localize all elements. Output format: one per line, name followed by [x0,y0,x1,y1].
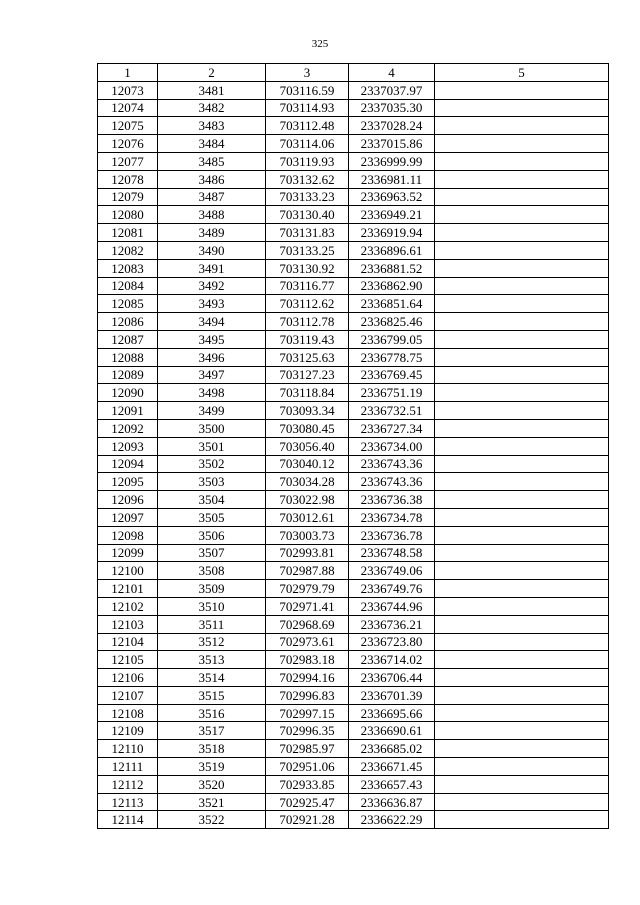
x-coordinate-cell: 703093.34 [266,402,349,420]
y-coordinate-cell: 2336671.45 [349,758,435,776]
note-cell [435,775,609,793]
x-coordinate-cell: 702996.83 [266,686,349,704]
point-number-cell: 3487 [158,188,266,206]
point-number-cell: 3491 [158,259,266,277]
y-coordinate-cell: 2337037.97 [349,81,435,99]
note-cell [435,544,609,562]
x-coordinate-cell: 702971.41 [266,597,349,615]
point-number-cell: 3504 [158,491,266,509]
point-number-cell: 3511 [158,615,266,633]
point-number-cell: 3489 [158,224,266,242]
point-number-cell: 3514 [158,669,266,687]
y-coordinate-cell: 2336862.90 [349,277,435,295]
row-number-cell: 12090 [98,384,158,402]
x-coordinate-cell: 703112.78 [266,313,349,331]
coordinates-table [97,63,609,829]
note-cell [435,597,609,615]
row-number-cell: 12081 [98,224,158,242]
y-coordinate-cell: 2336919.94 [349,224,435,242]
point-number-cell: 3509 [158,580,266,598]
table-row [98,135,609,153]
y-coordinate-cell: 2336749.06 [349,562,435,580]
x-coordinate-cell: 703127.23 [266,366,349,384]
x-coordinate-cell: 703125.63 [266,348,349,366]
x-coordinate-cell: 702997.15 [266,704,349,722]
x-coordinate-cell: 703133.25 [266,241,349,259]
y-coordinate-cell: 2336748.58 [349,544,435,562]
y-coordinate-cell: 2336736.38 [349,491,435,509]
note-cell [435,366,609,384]
y-coordinate-cell: 2336695.66 [349,704,435,722]
row-number-cell: 12095 [98,473,158,491]
y-coordinate-cell: 2336743.36 [349,455,435,473]
note-cell [435,277,609,295]
table-row [98,704,609,722]
table-row [98,117,609,135]
x-coordinate-cell: 703130.92 [266,259,349,277]
row-number-cell: 12078 [98,170,158,188]
row-number-cell: 12094 [98,455,158,473]
point-number-cell: 3507 [158,544,266,562]
note-cell [435,651,609,669]
note-cell [435,81,609,99]
table-row [98,722,609,740]
note-cell [435,473,609,491]
y-coordinate-cell: 2336622.29 [349,811,435,829]
y-coordinate-cell: 2336714.02 [349,651,435,669]
table-row [98,224,609,242]
y-coordinate-cell: 2336723.80 [349,633,435,651]
y-coordinate-cell: 2336727.34 [349,419,435,437]
table-row [98,419,609,437]
x-coordinate-cell: 703056.40 [266,437,349,455]
table-row [98,384,609,402]
x-coordinate-cell: 702973.61 [266,633,349,651]
note-cell [435,206,609,224]
y-coordinate-cell: 2336690.61 [349,722,435,740]
point-number-cell: 3518 [158,740,266,758]
table-body [98,81,609,828]
table-row [98,366,609,384]
x-coordinate-cell: 703112.62 [266,295,349,313]
y-coordinate-cell: 2337035.30 [349,99,435,117]
x-coordinate-cell: 703116.77 [266,277,349,295]
y-coordinate-cell: 2336701.39 [349,686,435,704]
note-cell [435,437,609,455]
y-coordinate-cell: 2337028.24 [349,117,435,135]
point-number-cell: 3483 [158,117,266,135]
x-coordinate-cell: 703119.93 [266,152,349,170]
note-cell [435,419,609,437]
y-coordinate-cell: 2336799.05 [349,330,435,348]
note-cell [435,508,609,526]
table-row [98,277,609,295]
y-coordinate-cell: 2336999.99 [349,152,435,170]
table-row [98,597,609,615]
row-number-cell: 12103 [98,615,158,633]
table-row [98,775,609,793]
table-row [98,686,609,704]
x-coordinate-cell: 702993.81 [266,544,349,562]
y-coordinate-cell: 2336636.87 [349,793,435,811]
table-row [98,259,609,277]
table-row [98,669,609,687]
note-cell [435,117,609,135]
table-row [98,188,609,206]
x-coordinate-cell: 703118.84 [266,384,349,402]
row-number-cell: 12098 [98,526,158,544]
row-number-cell: 12075 [98,117,158,135]
column-header-1: 1 [98,64,158,82]
table-row [98,402,609,420]
header-row [98,64,609,82]
point-number-cell: 3493 [158,295,266,313]
row-number-cell: 12113 [98,793,158,811]
point-number-cell: 3490 [158,241,266,259]
x-coordinate-cell: 702996.35 [266,722,349,740]
table-row [98,562,609,580]
x-coordinate-cell: 702985.97 [266,740,349,758]
point-number-cell: 3502 [158,455,266,473]
x-coordinate-cell: 703130.40 [266,206,349,224]
note-cell [435,740,609,758]
table-row [98,491,609,509]
note-cell [435,348,609,366]
y-coordinate-cell: 2336751.19 [349,384,435,402]
y-coordinate-cell: 2336734.00 [349,437,435,455]
row-number-cell: 12074 [98,99,158,117]
point-number-cell: 3516 [158,704,266,722]
note-cell [435,722,609,740]
row-number-cell: 12086 [98,313,158,331]
table-row [98,758,609,776]
note-cell [435,526,609,544]
row-number-cell: 12107 [98,686,158,704]
table-row [98,580,609,598]
point-number-cell: 3513 [158,651,266,669]
y-coordinate-cell: 2336736.21 [349,615,435,633]
y-coordinate-cell: 2336825.46 [349,313,435,331]
column-header-4: 4 [349,64,435,82]
table-row [98,437,609,455]
y-coordinate-cell: 2336734.78 [349,508,435,526]
row-number-cell: 12088 [98,348,158,366]
point-number-cell: 3519 [158,758,266,776]
row-number-cell: 12089 [98,366,158,384]
x-coordinate-cell: 703133.23 [266,188,349,206]
note-cell [435,704,609,722]
note-cell [435,259,609,277]
table-row [98,455,609,473]
note-cell [435,615,609,633]
y-coordinate-cell: 2336896.61 [349,241,435,259]
column-header-3: 3 [266,64,349,82]
table-row [98,152,609,170]
point-number-cell: 3517 [158,722,266,740]
x-coordinate-cell: 703080.45 [266,419,349,437]
point-number-cell: 3481 [158,81,266,99]
row-number-cell: 12079 [98,188,158,206]
x-coordinate-cell: 702994.16 [266,669,349,687]
row-number-cell: 12093 [98,437,158,455]
row-number-cell: 12102 [98,597,158,615]
y-coordinate-cell: 2336685.02 [349,740,435,758]
note-cell [435,633,609,651]
row-number-cell: 12084 [98,277,158,295]
row-number-cell: 12111 [98,758,158,776]
note-cell [435,793,609,811]
row-number-cell: 12100 [98,562,158,580]
y-coordinate-cell: 2336744.96 [349,597,435,615]
point-number-cell: 3488 [158,206,266,224]
x-coordinate-cell: 703132.62 [266,170,349,188]
note-cell [435,580,609,598]
note-cell [435,241,609,259]
table-row [98,348,609,366]
y-coordinate-cell: 2336881.52 [349,259,435,277]
note-cell [435,224,609,242]
note-cell [435,758,609,776]
point-number-cell: 3495 [158,330,266,348]
y-coordinate-cell: 2336963.52 [349,188,435,206]
x-coordinate-cell: 703131.83 [266,224,349,242]
x-coordinate-cell: 702933.85 [266,775,349,793]
point-number-cell: 3485 [158,152,266,170]
x-coordinate-cell: 703003.73 [266,526,349,544]
y-coordinate-cell: 2336706.44 [349,669,435,687]
point-number-cell: 3492 [158,277,266,295]
y-coordinate-cell: 2336657.43 [349,775,435,793]
note-cell [435,99,609,117]
note-cell [435,188,609,206]
note-cell [435,330,609,348]
note-cell [435,402,609,420]
y-coordinate-cell: 2336769.45 [349,366,435,384]
row-number-cell: 12096 [98,491,158,509]
x-coordinate-cell: 702951.06 [266,758,349,776]
note-cell [435,562,609,580]
table-row [98,740,609,758]
x-coordinate-cell: 703119.43 [266,330,349,348]
table-row [98,651,609,669]
note-cell [435,455,609,473]
table-row [98,793,609,811]
table-row [98,313,609,331]
x-coordinate-cell: 703012.61 [266,508,349,526]
note-cell [435,152,609,170]
x-coordinate-cell: 702968.69 [266,615,349,633]
column-header-5: 5 [435,64,609,82]
row-number-cell: 12110 [98,740,158,758]
page-number: 325 [311,38,329,50]
table-row [98,206,609,224]
table-row [98,170,609,188]
row-number-cell: 12092 [98,419,158,437]
point-number-cell: 3510 [158,597,266,615]
note-cell [435,811,609,829]
row-number-cell: 12109 [98,722,158,740]
row-number-cell: 12108 [98,704,158,722]
table-row [98,615,609,633]
point-number-cell: 3484 [158,135,266,153]
row-number-cell: 12073 [98,81,158,99]
y-coordinate-cell: 2336749.76 [349,580,435,598]
table-row [98,526,609,544]
point-number-cell: 3520 [158,775,266,793]
point-number-cell: 3505 [158,508,266,526]
row-number-cell: 12091 [98,402,158,420]
note-cell [435,491,609,509]
row-number-cell: 12112 [98,775,158,793]
row-number-cell: 12099 [98,544,158,562]
row-number-cell: 12085 [98,295,158,313]
point-number-cell: 3482 [158,99,266,117]
y-coordinate-cell: 2337015.86 [349,135,435,153]
column-header-2: 2 [158,64,266,82]
row-number-cell: 12087 [98,330,158,348]
point-number-cell: 3498 [158,384,266,402]
point-number-cell: 3506 [158,526,266,544]
table-row [98,295,609,313]
y-coordinate-cell: 2336732.51 [349,402,435,420]
row-number-cell: 12104 [98,633,158,651]
table-row [98,81,609,99]
table-row [98,633,609,651]
point-number-cell: 3503 [158,473,266,491]
y-coordinate-cell: 2336981.11 [349,170,435,188]
row-number-cell: 12105 [98,651,158,669]
x-coordinate-cell: 703116.59 [266,81,349,99]
point-number-cell: 3496 [158,348,266,366]
table-row [98,508,609,526]
table-row [98,473,609,491]
row-number-cell: 12082 [98,241,158,259]
x-coordinate-cell: 703112.48 [266,117,349,135]
table-row [98,330,609,348]
table-row [98,241,609,259]
note-cell [435,295,609,313]
x-coordinate-cell: 703040.12 [266,455,349,473]
row-number-cell: 12106 [98,669,158,687]
note-cell [435,313,609,331]
y-coordinate-cell: 2336743.36 [349,473,435,491]
point-number-cell: 3515 [158,686,266,704]
table-header [98,64,609,82]
note-cell [435,669,609,687]
row-number-cell: 12077 [98,152,158,170]
point-number-cell: 3508 [158,562,266,580]
x-coordinate-cell: 702987.88 [266,562,349,580]
row-number-cell: 12080 [98,206,158,224]
x-coordinate-cell: 703114.06 [266,135,349,153]
point-number-cell: 3494 [158,313,266,331]
x-coordinate-cell: 702979.79 [266,580,349,598]
note-cell [435,686,609,704]
table-row [98,99,609,117]
point-number-cell: 3512 [158,633,266,651]
x-coordinate-cell: 703022.98 [266,491,349,509]
point-number-cell: 3500 [158,419,266,437]
point-number-cell: 3497 [158,366,266,384]
row-number-cell: 12114 [98,811,158,829]
table-row [98,811,609,829]
point-number-cell: 3486 [158,170,266,188]
row-number-cell: 12097 [98,508,158,526]
row-number-cell: 12083 [98,259,158,277]
y-coordinate-cell: 2336949.21 [349,206,435,224]
note-cell [435,170,609,188]
x-coordinate-cell: 703034.28 [266,473,349,491]
point-number-cell: 3501 [158,437,266,455]
x-coordinate-cell: 702921.28 [266,811,349,829]
x-coordinate-cell: 702983.18 [266,651,349,669]
row-number-cell: 12076 [98,135,158,153]
point-number-cell: 3521 [158,793,266,811]
note-cell [435,384,609,402]
y-coordinate-cell: 2336736.78 [349,526,435,544]
point-number-cell: 3499 [158,402,266,420]
row-number-cell: 12101 [98,580,158,598]
note-cell [435,135,609,153]
y-coordinate-cell: 2336851.64 [349,295,435,313]
x-coordinate-cell: 703114.93 [266,99,349,117]
x-coordinate-cell: 702925.47 [266,793,349,811]
point-number-cell: 3522 [158,811,266,829]
table-row [98,544,609,562]
y-coordinate-cell: 2336778.75 [349,348,435,366]
